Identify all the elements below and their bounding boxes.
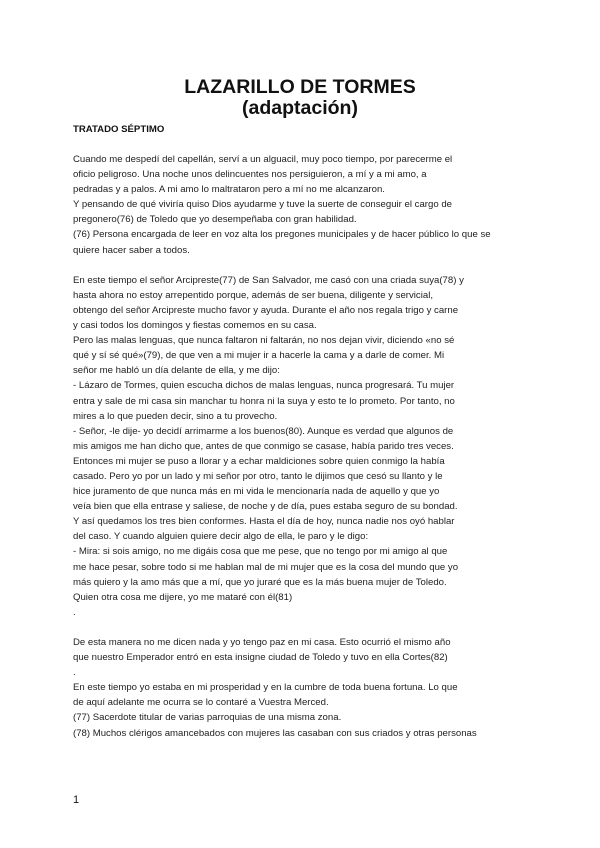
text-line: del caso. Y cuando alguien quiere decir algo de ella, le paro y le digo: xyxy=(73,531,369,543)
paragraph-gap xyxy=(73,258,543,273)
text-line: . xyxy=(73,606,76,618)
text-line: pedradas y a palos. A mi amo lo maltrataron pero a mí no me alcanzaron. xyxy=(73,184,385,196)
chapter-heading: TRATADO SÉPTIMO xyxy=(73,124,165,135)
page-number: 1 xyxy=(73,794,80,806)
document-subtitle: (adaptación) xyxy=(242,97,358,119)
text-line: hasta ahora no estoy arrepentido porque, además de ser buena, diligente y servicial, xyxy=(73,289,433,301)
text-line: quiere hacer saber a todos. xyxy=(73,244,190,256)
text-line: pregonero(76) de Toledo que yo desempeñaba con gran habilidad. xyxy=(73,214,357,226)
text-line: Pero las malas lenguas, que nunca faltaron ni faltarán, no nos dejan vivir, diciendo «no sé xyxy=(73,335,455,347)
text-line: qué y sí sé qué»(79), de que ven a mi mujer ir a hacerle la cama y a darle de comer. Mi xyxy=(73,350,445,362)
text-line: (78) Muchos clérigos amancebados con mujeres las casaban con sus criados y otras personas xyxy=(73,727,477,739)
text-line: Y pensando de qué viviría quiso Dios ayudarme y tuve la suerte de conseguir el cargo de xyxy=(73,199,453,211)
text-line: De esta manera no me dicen nada y yo tengo paz en mi casa. Esto ocurrió el mismo año xyxy=(73,637,451,648)
text-line: más quiero y la amo más que a mí, que yo juraré que es la más buena mujer de Toledo. xyxy=(73,576,447,588)
text-line: hice juramento de que nunca más en mi vida le mencionaría nada de aquello y que yo xyxy=(73,486,440,498)
text-line: En este tiempo yo estaba en mi prosperidad y en la cumbre de toda buena fortuna. Lo que xyxy=(73,682,458,694)
text-line: (77) Sacerdote titular de varias parroquias de una misma zona. xyxy=(73,712,342,724)
text-line: oficio peligroso. Una noche unos delincuentes nos persiguieron, a mí y a mi amo, a xyxy=(73,169,427,181)
text-line: - Señor, -le dije- yo decidí arrimarme a los buenos(80). Aunque es verdad que algunos de xyxy=(73,425,454,437)
text-line: Entonces mi mujer se puso a llorar y a echar maldiciones sobre quien conmigo la había xyxy=(73,455,445,467)
text-line: - Lázaro de Tormes, quien escucha dichos de malas lenguas, nunca progresará. Tu mujer xyxy=(73,380,455,392)
body-text xyxy=(73,152,543,741)
text-line: mires a lo que pueden decir, sino a tu provecho. xyxy=(73,410,278,422)
text-line: casado. Pero yo por un lado y mi señor por otro, tanto le dijimos que cesó su llanto y le xyxy=(73,470,443,482)
text-line: (76) Persona encargada de leer en voz alta los pregones municipales y de hacer público lo que se xyxy=(73,229,491,241)
document-title: LAZARILLO DE TORMES xyxy=(184,76,416,98)
text-line: me hace pesar, sobre todo si me hablan mal de mi mujer que es la cosa del mundo que yo xyxy=(73,561,459,573)
text-line: obtengo del señor Arcipreste mucho favor y ayuda. Durante el año nos regala trigo y carne xyxy=(73,304,459,316)
text-line: . xyxy=(73,667,76,679)
text-line: mis amigos me han dicho que, antes de que conmigo se casase, había parido tres veces. xyxy=(73,440,454,452)
text-line: señor me habló un día delante de ella, y me dijo: xyxy=(73,365,280,377)
text-line: - Mira: si sois amigo, no me digáis cosa que me pese, que no tengo por mi amigo al que xyxy=(73,546,448,558)
paragraph-gap xyxy=(73,620,543,635)
text-line: de aquí adelante me ocurra se lo contaré a Vuestra Merced. xyxy=(73,697,329,709)
text-line: Y así quedamos los tres bien conformes. Hasta el día de hoy, nunca nadie nos oyó hablar xyxy=(73,516,455,528)
text-line: entra y sale de mi casa sin manchar tu honra ni la suya y esto te lo prometo. Por tanto, no xyxy=(73,395,455,407)
text-line: veía bien que ella entrase y saliese, de noche y de día, pues estaba seguro de su bondad. xyxy=(73,501,458,513)
text-line: Quien otra cosa me dijere, yo me mataré con él(81) xyxy=(73,591,293,603)
text-line: y casi todos los domingos y fiestas comemos en su casa. xyxy=(73,320,317,332)
text-line: Cuando me despedí del capellán, serví a un alguacil, muy poco tiempo, por parecerme el xyxy=(73,154,453,165)
text-line: que nuestro Emperador entró en esta insigne ciudad de Toledo y tuvo en ella Cortes(82) xyxy=(73,652,448,664)
text-line: En este tiempo el señor Arcipreste(77) de San Salvador, me casó con una criada suya(78) y xyxy=(73,274,464,286)
